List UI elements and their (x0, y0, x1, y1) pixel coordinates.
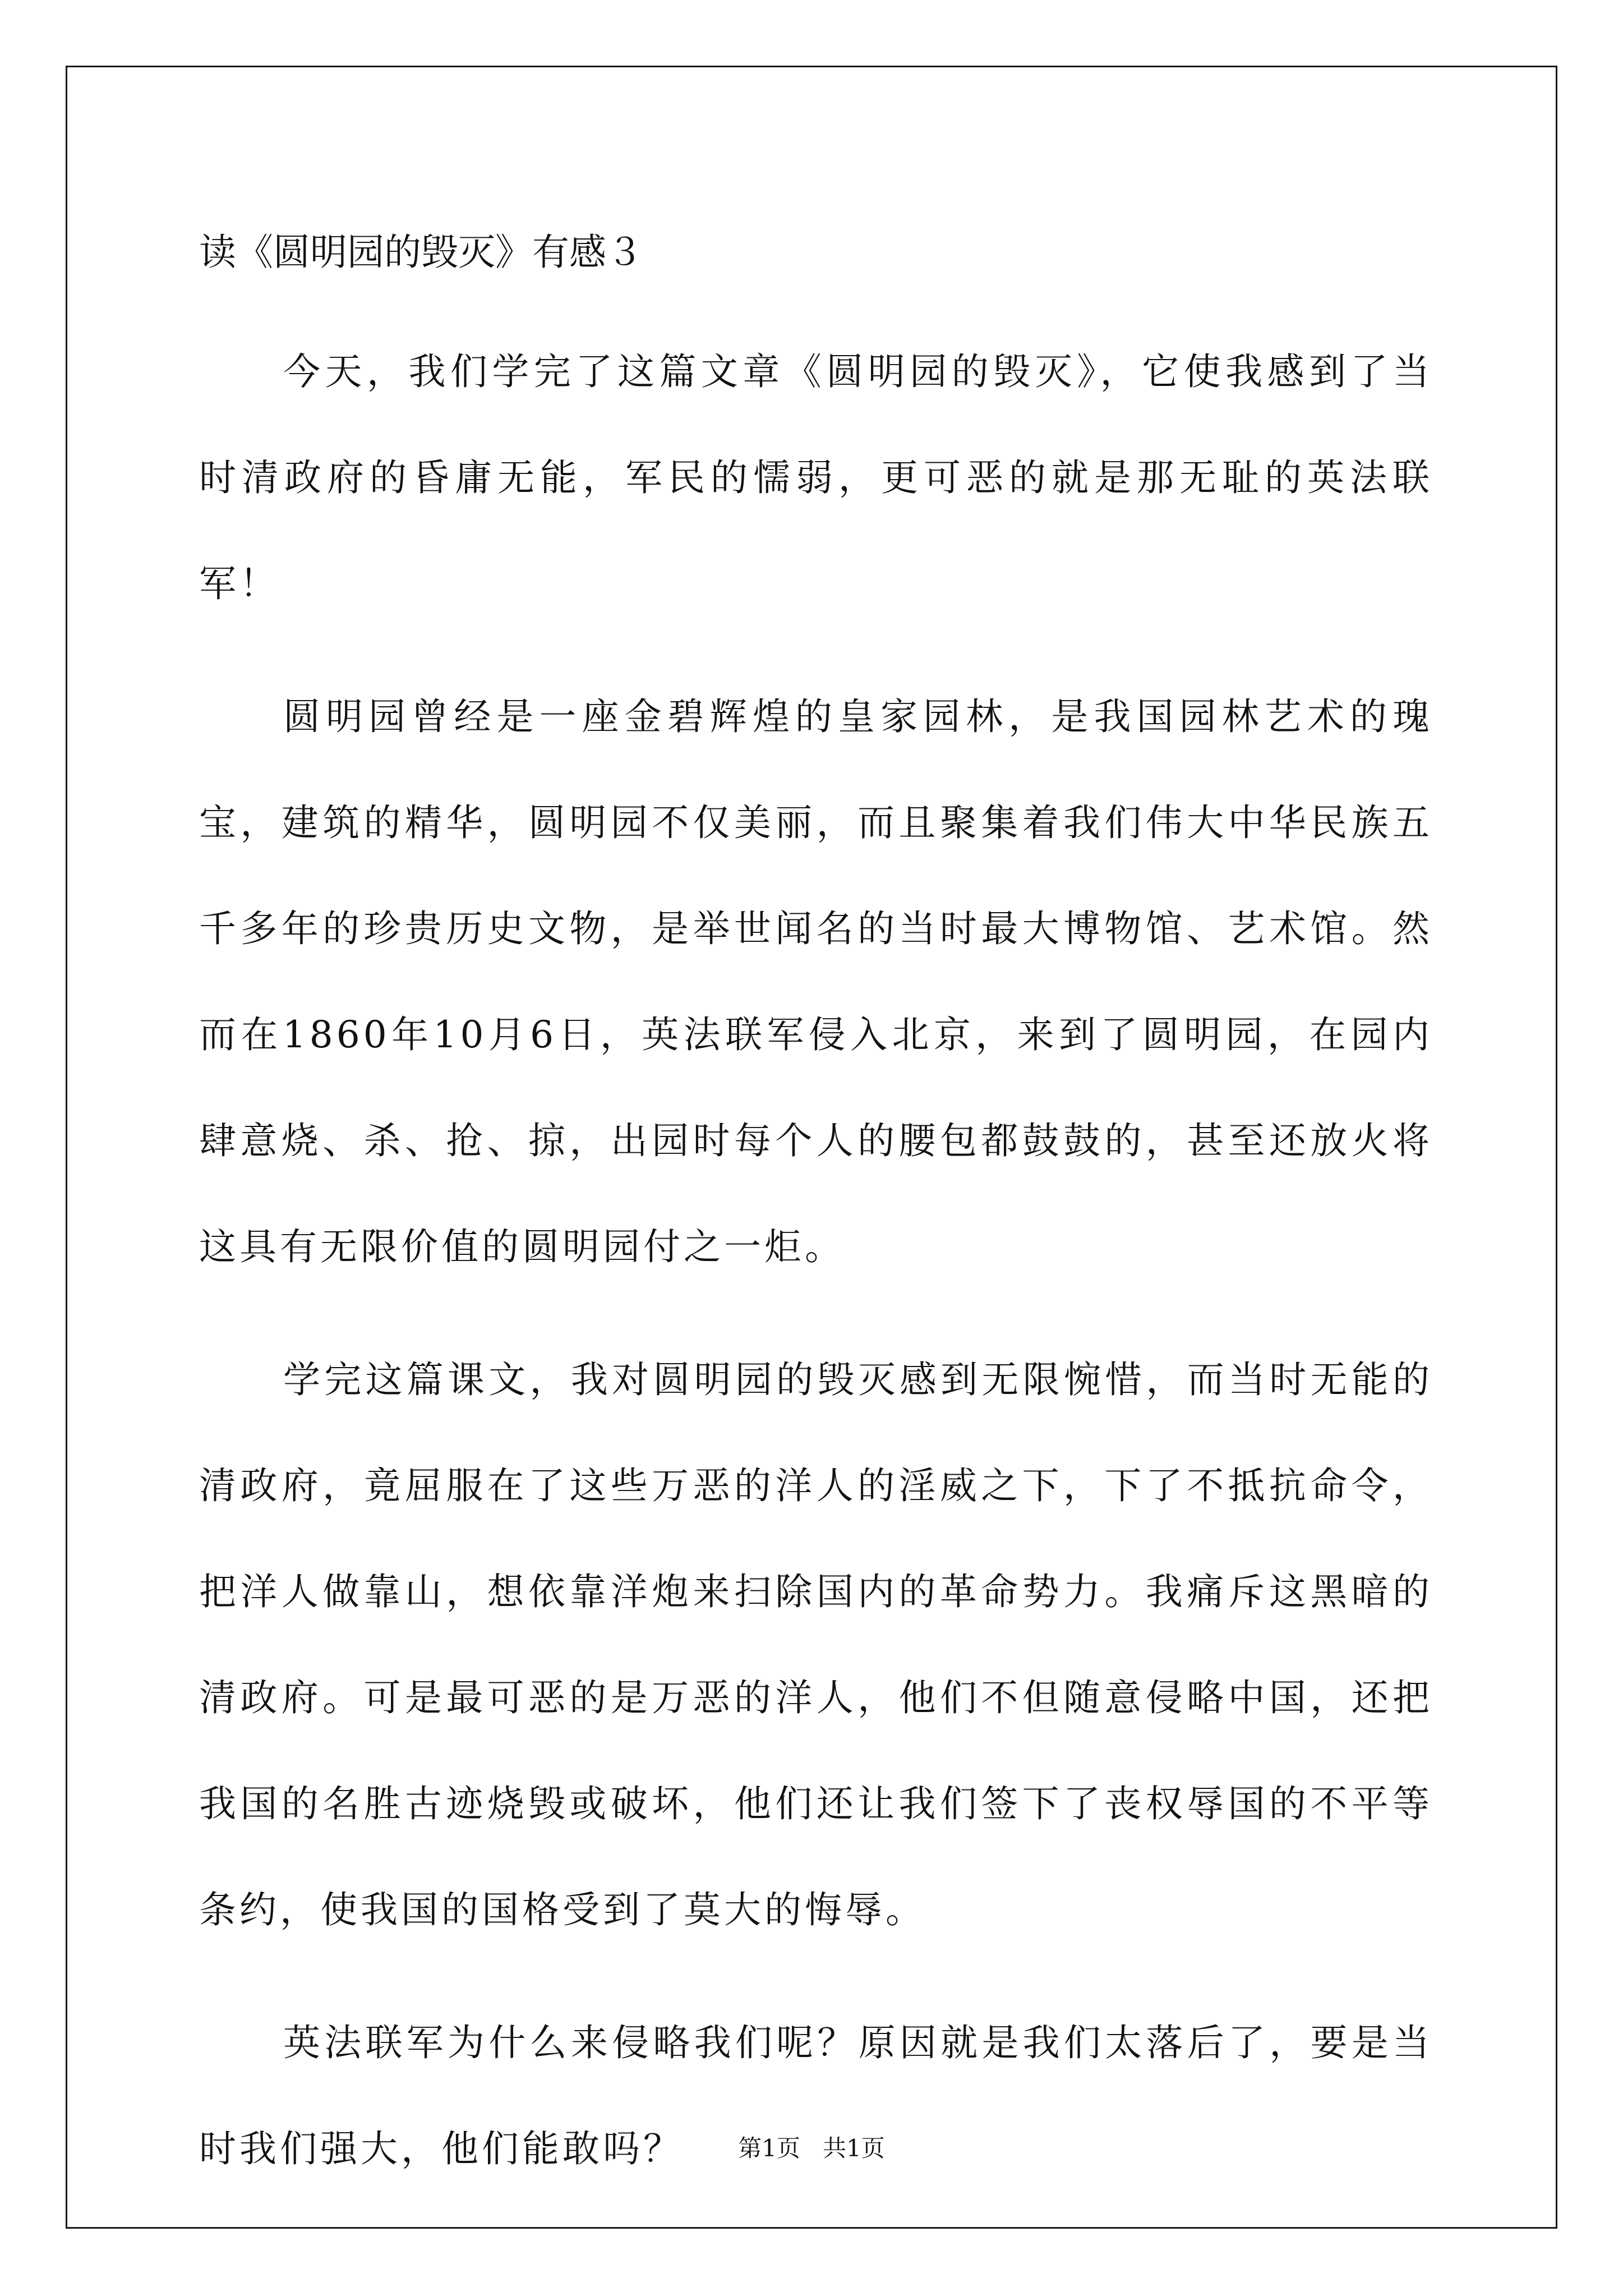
paragraph-list (199, 319, 1433, 2202)
page-footer: 第1页 共1页 (738, 2134, 885, 2162)
paragraph: 学完这篇课文，我对圆明园的毁灭感到无限惋惜，而当时无能的清政府，竟屈服在了这些万恶的洋人的淫威之下，下了不抵抗命令，把洋人做靠山，想依靠洋炮来扫除国内的革命势力。我痛斥这黑暗的清政府。可是最可恶的是万恶的洋人，他们不但随意侵略中国，还把我国的名胜古迹烧毁或破坏，他们还让我们签下了丧权辱国的不平等条约，使我国的国格受到了莫大的悔辱。 (199, 1358, 1433, 1931)
document-body (199, 219, 1433, 2229)
paragraph: 今天，我们学完了这篇文章《圆明园的毁灭》，它使我感到了当时清政府的昏庸无能，军民的懦弱，更可恶的就是那无耻的英法联军！ (199, 350, 1433, 605)
paragraph: 圆明园曾经是一座金碧辉煌的皇家园林，是我国园林艺术的瑰宝，建筑的精华，圆明园不仅美丽，而且聚集着我们伟大中华民族五千多年的珍贵历史文物，是举世闻名的当时最大博物馆、艺术馆。然而在1860年10月6日，英法联军侵入北京，来到了圆明园，在园内肆意烧、杀、抢、掠，出园时每个人的腰包都鼓鼓的，甚至还放火将这具有无限价值的圆明园付之一炬。 (199, 695, 1433, 1268)
paragraph: 英法联军为什么来侵略我们呢？原因就是我们太落后了，要是当时我们强大，他们能敢吗？ (199, 2021, 1433, 2170)
document-title: 读《圆明园的毁灭》有感３ (199, 231, 643, 274)
